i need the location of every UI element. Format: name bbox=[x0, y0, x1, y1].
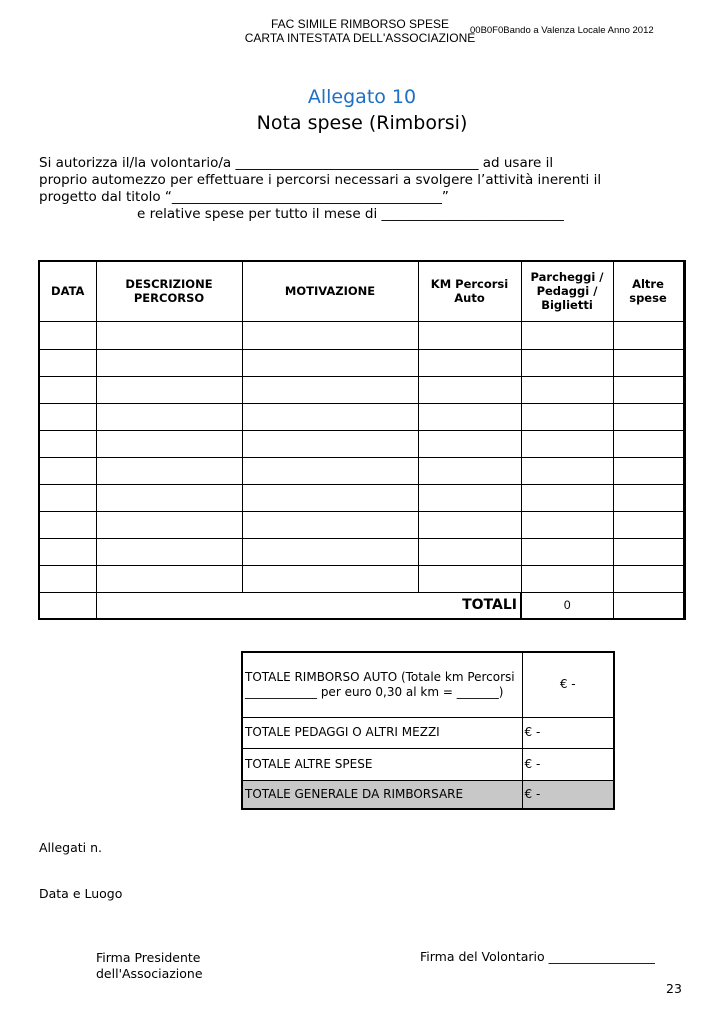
paragraph-line-1: Si autorizza il/la volontario/a ____________________________________ ad usare il bbox=[39, 155, 554, 171]
summary-row-pedaggi bbox=[242, 717, 614, 748]
cell-altre bbox=[613, 511, 683, 538]
totali-parcheggi-cell bbox=[613, 592, 683, 619]
expense-table bbox=[38, 260, 686, 620]
table-row bbox=[39, 538, 685, 565]
cell-km bbox=[418, 376, 521, 403]
firma-volontario-label: Firma del Volontario _________________ bbox=[420, 949, 655, 964]
summary-altre-value: € - bbox=[522, 748, 614, 780]
cell-data bbox=[39, 376, 96, 403]
cell-descrizione bbox=[96, 376, 242, 403]
paragraph-line-2: proprio automezzo per effettuare i percorsi necessari a svolgere l’attività inerenti il bbox=[39, 172, 602, 188]
cell-parcheggi bbox=[521, 403, 613, 430]
cell-descrizione bbox=[96, 430, 242, 457]
document-title: Nota spese (Rimborsi) bbox=[256, 112, 468, 134]
cell-data bbox=[39, 484, 96, 511]
cell-descrizione bbox=[96, 484, 242, 511]
cell-motivazione bbox=[242, 321, 418, 349]
totali-empty-cell bbox=[39, 592, 96, 619]
cell-motivazione bbox=[242, 484, 418, 511]
cell-km bbox=[418, 321, 521, 349]
summary-altre-label: TOTALE ALTRE SPESE bbox=[242, 748, 522, 780]
cell-km bbox=[418, 457, 521, 484]
header-line-1: FAC SIMILE RIMBORSO SPESE bbox=[270, 17, 450, 31]
cell-data bbox=[39, 457, 96, 484]
summary-pedaggi-label: TOTALE PEDAGGI O ALTRI MEZZI bbox=[242, 717, 522, 748]
allegati-label: Allegati n. bbox=[39, 840, 103, 855]
cell-motivazione bbox=[242, 565, 418, 592]
cell-data bbox=[39, 538, 96, 565]
cell-parcheggi bbox=[521, 321, 613, 349]
cell-parcheggi bbox=[521, 376, 613, 403]
cell-descrizione bbox=[96, 321, 242, 349]
cell-parcheggi bbox=[521, 430, 613, 457]
cell-data bbox=[39, 565, 96, 592]
data-luogo-label: Data e Luogo bbox=[39, 886, 123, 901]
table-header-row bbox=[39, 261, 685, 321]
firma-presidente-line-1: Firma Presidente bbox=[96, 950, 201, 965]
header-data: DATA bbox=[39, 261, 96, 321]
totali-row bbox=[39, 592, 685, 619]
cell-km bbox=[418, 538, 521, 565]
summary-table bbox=[241, 651, 615, 810]
cell-motivazione bbox=[242, 430, 418, 457]
cell-motivazione bbox=[242, 538, 418, 565]
cell-descrizione bbox=[96, 403, 242, 430]
cell-altre bbox=[613, 457, 683, 484]
summary-generale-label: TOTALE GENERALE DA RIMBORSARE bbox=[242, 780, 522, 809]
table-row bbox=[39, 376, 685, 403]
cell-motivazione bbox=[242, 511, 418, 538]
table-row bbox=[39, 321, 685, 349]
header-parcheggi: Parcheggi / Pedaggi / Biglietti bbox=[521, 261, 613, 321]
cell-descrizione bbox=[96, 565, 242, 592]
table-row bbox=[39, 511, 685, 538]
firma-presidente-line-2: dell'Associazione bbox=[96, 966, 203, 981]
cell-parcheggi bbox=[521, 511, 613, 538]
cell-parcheggi bbox=[521, 484, 613, 511]
cell-descrizione bbox=[96, 511, 242, 538]
allegato-title: Allegato 10 bbox=[307, 86, 417, 108]
cell-motivazione bbox=[242, 457, 418, 484]
cell-km bbox=[418, 403, 521, 430]
totali-altre-cell bbox=[683, 592, 685, 619]
summary-auto-label: TOTALE RIMBORSO AUTO (Totale km Percorsi ____________ per euro 0,30 al km = _______) bbox=[242, 652, 522, 717]
cell-data bbox=[39, 430, 96, 457]
header-altre-spese: Altre spese bbox=[613, 261, 683, 321]
table-row bbox=[39, 484, 685, 511]
cell-descrizione bbox=[96, 538, 242, 565]
cell-parcheggi bbox=[521, 457, 613, 484]
header-km: KM Percorsi Auto bbox=[418, 261, 521, 321]
table-row bbox=[39, 403, 685, 430]
cell-descrizione bbox=[96, 457, 242, 484]
table-row bbox=[39, 430, 685, 457]
cell-km bbox=[418, 565, 521, 592]
header-right-note: 00B0F0Bando a Valenza Locale Anno 2012 bbox=[470, 25, 654, 36]
header-motivazione: MOTIVAZIONE bbox=[242, 261, 418, 321]
cell-motivazione bbox=[242, 403, 418, 430]
summary-row-altre bbox=[242, 748, 614, 780]
cell-altre bbox=[613, 376, 683, 403]
cell-motivazione bbox=[242, 376, 418, 403]
summary-pedaggi-value: € - bbox=[522, 717, 614, 748]
cell-km bbox=[418, 430, 521, 457]
table-row bbox=[39, 457, 685, 484]
cell-km bbox=[418, 484, 521, 511]
summary-row-auto bbox=[242, 652, 614, 717]
table-row bbox=[39, 349, 685, 376]
summary-generale-value: € - bbox=[522, 780, 614, 809]
summary-row-generale bbox=[242, 780, 614, 809]
cell-km bbox=[418, 511, 521, 538]
header-line-2: CARTA INTESTATA DELL'ASSOCIAZIONE bbox=[244, 31, 476, 45]
cell-motivazione bbox=[242, 349, 418, 376]
summary-auto-value: € - bbox=[522, 652, 614, 717]
table-row bbox=[39, 565, 685, 592]
cell-parcheggi bbox=[521, 565, 613, 592]
cell-altre bbox=[613, 430, 683, 457]
cell-altre bbox=[613, 321, 683, 349]
totali-label: TOTALI bbox=[96, 592, 521, 619]
cell-altre bbox=[613, 538, 683, 565]
paragraph-line-3: progetto dal titolo “________________________________________” bbox=[39, 189, 449, 205]
cell-parcheggi bbox=[521, 349, 613, 376]
cell-data bbox=[39, 511, 96, 538]
cell-data bbox=[39, 403, 96, 430]
cell-km bbox=[418, 349, 521, 376]
totali-km-value: 0 bbox=[521, 592, 613, 619]
cell-altre bbox=[613, 403, 683, 430]
header-descrizione: DESCRIZIONE PERCORSO bbox=[96, 261, 242, 321]
paragraph-line-4: e relative spese per tutto il mese di ___________________________ bbox=[137, 206, 564, 222]
cell-data bbox=[39, 321, 96, 349]
cell-altre bbox=[613, 565, 683, 592]
cell-descrizione bbox=[96, 349, 242, 376]
cell-data bbox=[39, 349, 96, 376]
cell-altre bbox=[613, 349, 683, 376]
cell-parcheggi bbox=[521, 538, 613, 565]
page-number: 23 bbox=[666, 981, 682, 996]
cell-altre bbox=[613, 484, 683, 511]
